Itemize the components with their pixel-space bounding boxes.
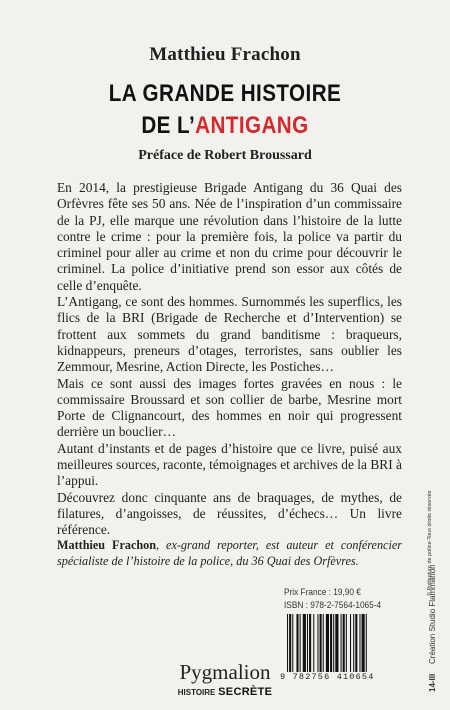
- series-name: [0, 686, 450, 698]
- author-name: Matthieu Frachon: [149, 44, 301, 65]
- book-title-line-2: [32, 112, 419, 140]
- side-photo-credit: © Préfecture de police-Tous droits réservés: [427, 490, 433, 596]
- blurb-paragraph-1: En 2014, la prestigieuse Brigade Antigang du 36 Quai des Orfèvres fête ses 50 ans. Née de l’inspiration d’un commissaire de la PJ, elle marque une révolution dans l’histoire de la lutte contre le crime : pour la première fois, la police va partir du criminel pour aller au crime et non du crime pour découvrir le criminel. La police d’initiative prend son essor aux côtés de celle d’enquête.: [57, 180, 402, 293]
- title-accent: ANTIGANG: [195, 112, 309, 139]
- side-code: 14-III: [428, 673, 437, 692]
- series-prefix: HISTOIRE: [177, 688, 216, 697]
- side-studio-credit: Création Studio Flammarion: [428, 564, 437, 664]
- blurb-paragraph-4: Autant d’instants et de pages d’histoire que ce livre, puisé aux meilleures sources, raconte, témoignages et archives de la BRI à l’appui.: [57, 440, 402, 489]
- book-title-line-1: LA GRANDE HISTOIRE: [108, 80, 342, 107]
- bio-author-name: Matthieu Frachon: [57, 538, 157, 552]
- barcode-digits: 9 782756 410654: [280, 672, 375, 682]
- author-bio: [57, 538, 402, 569]
- blurb-paragraph-5: Découvrez donc cinquante ans de braquages, de mythes, de filatures, d’angoisses, de réussites, d’échecs… Un livre référence.: [57, 489, 402, 538]
- series-accent: SECRÈTE: [218, 686, 273, 698]
- bio-text: , ex-grand reporter, est auteur et conférencier spécialiste de l’histoire de la police, du 36 Quai des Orfèvres.: [57, 538, 402, 568]
- title-prefix: DE L’: [141, 112, 196, 139]
- preface-line: Préface de Robert Broussard: [138, 148, 312, 163]
- price-label: Prix France : 19,90 €: [284, 587, 361, 597]
- blurb-paragraph-2: L’Antigang, ce sont des hommes. Surnommés les superflics, les flics de la BRI (Brigade de Recherche et d’Intervention) se frottent aux sommets du grand banditisme : braqueurs, kidnappeurs, preneurs d’otages, terroristes, sans oublier les Zemmour, Mesrine, Action Directe, les Postiches…: [57, 294, 402, 375]
- blurb-paragraph-3: Mais ce sont aussi des images fortes gravées en nous : le commissaire Broussard et son collier de barbe, Mesrine mort Porte de Clignancourt, des hommes en noir qui progressent derrière un bouclier…: [57, 375, 402, 440]
- blurb-text: [57, 180, 402, 539]
- publisher-name: Pygmalion: [179, 660, 271, 684]
- isbn-label: ISBN : 978-2-7564-1065-4: [284, 600, 382, 610]
